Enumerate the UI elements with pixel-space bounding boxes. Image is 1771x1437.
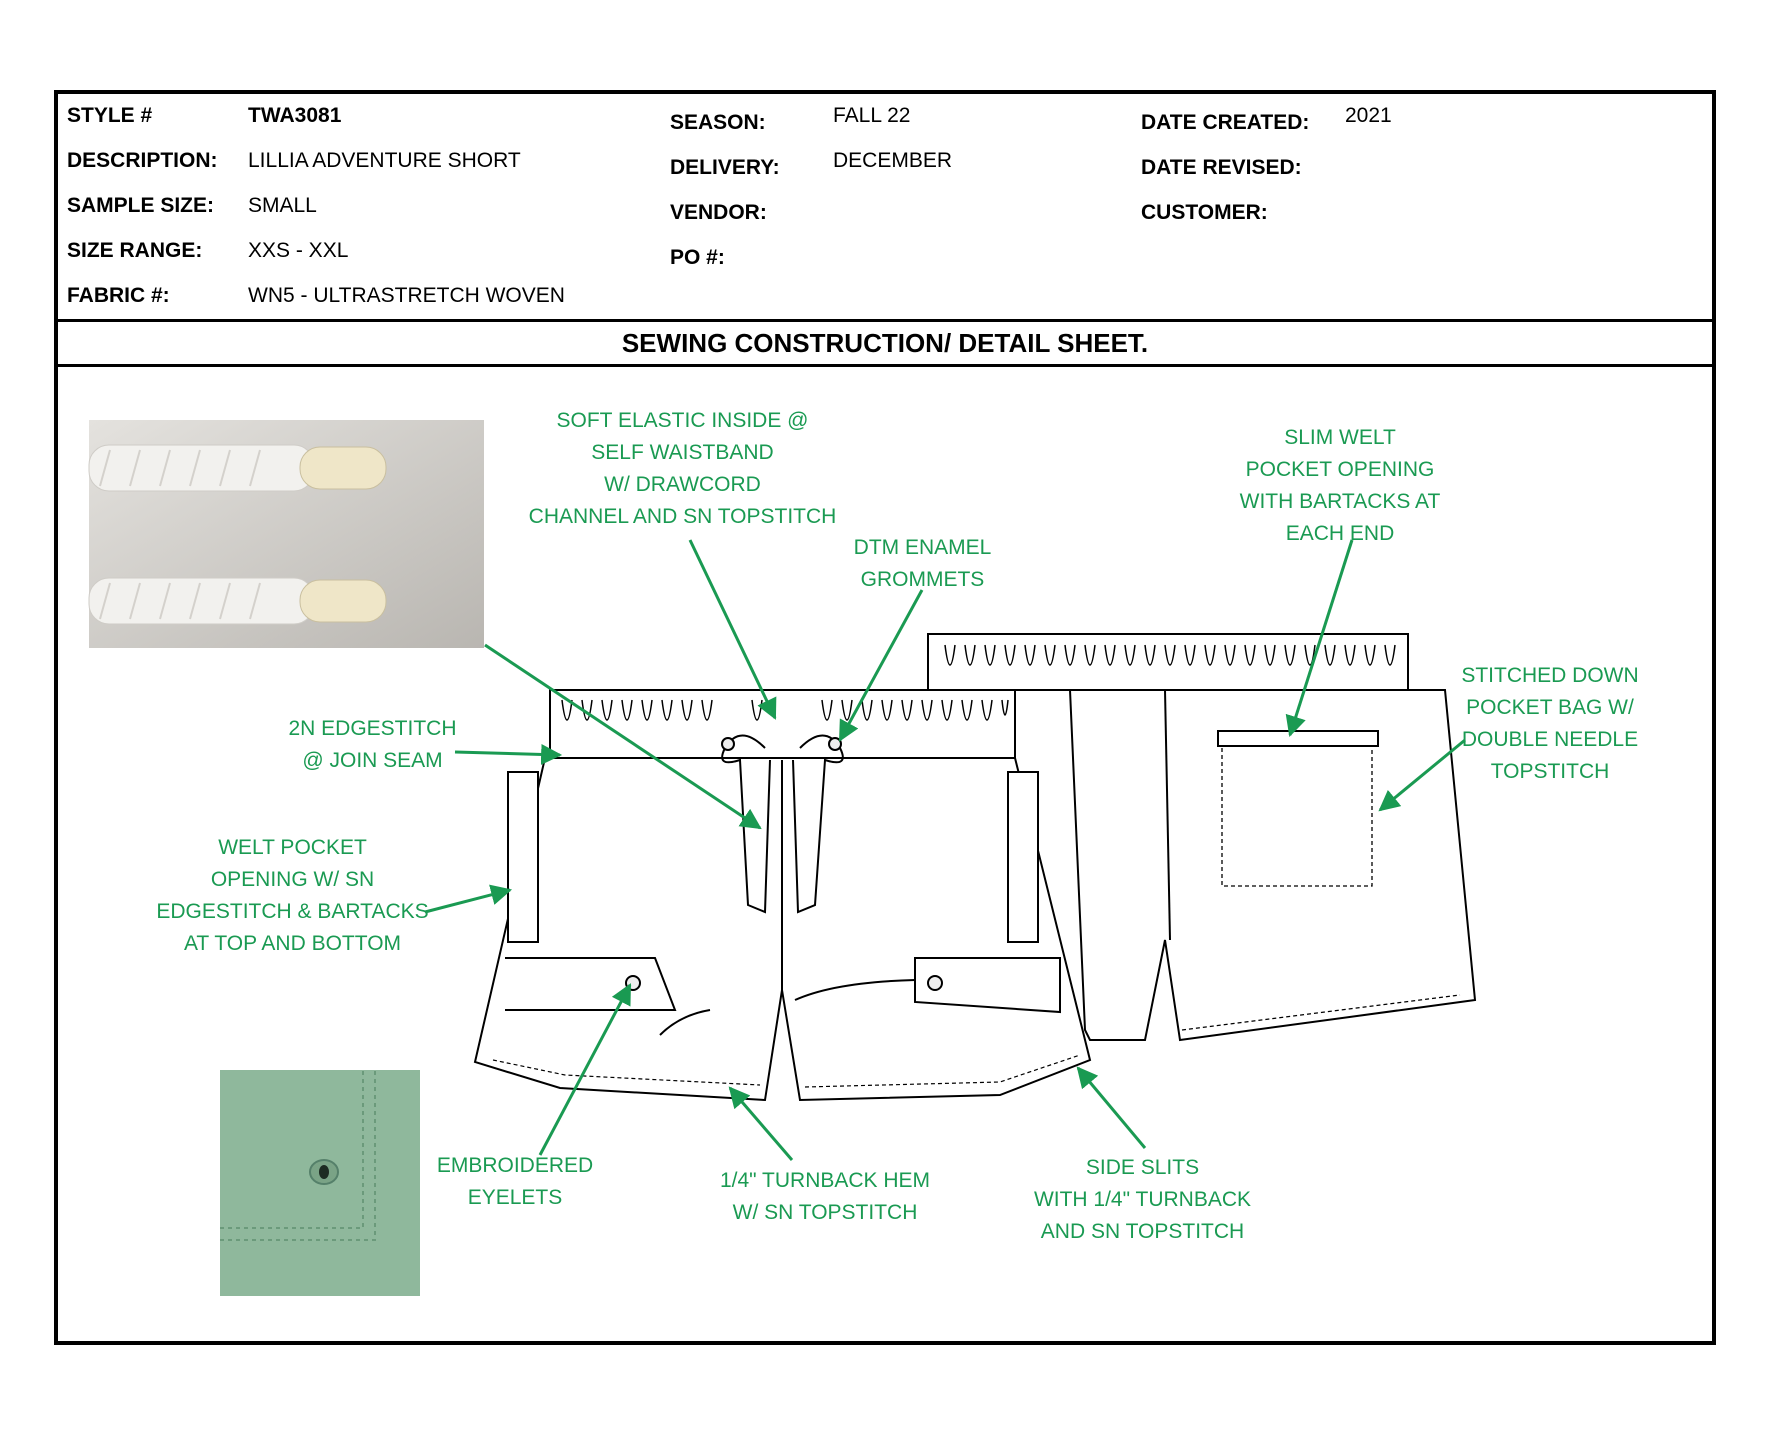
season-label: SEASON: xyxy=(670,111,766,134)
callout-line: TOPSTITCH xyxy=(1490,760,1610,783)
callout-line: GROMMETS xyxy=(860,568,985,591)
season-value: FALL 22 xyxy=(833,104,911,127)
callout-pocket-bag xyxy=(1445,660,1655,788)
callout-line: CHANNEL AND SN TOPSTITCH xyxy=(528,505,837,528)
description-value: LILLIA ADVENTURE SHORT xyxy=(248,149,521,172)
sheet-title: SEWING CONSTRUCTION/ DETAIL SHEET. xyxy=(621,328,1149,358)
callout-edgestitch xyxy=(280,713,465,777)
callout-line: DOUBLE NEEDLE xyxy=(1461,728,1639,751)
callout-line: W/ SN TOPSTITCH xyxy=(732,1201,918,1224)
callout-line: @ JOIN SEAM xyxy=(302,749,443,772)
size-range-label: SIZE RANGE: xyxy=(67,239,203,262)
delivery-value: DECEMBER xyxy=(833,149,953,172)
callout-line: EYELETS xyxy=(467,1186,563,1209)
callout-line: 1/4" TURNBACK HEM xyxy=(719,1169,931,1192)
callout-line: EMBROIDERED xyxy=(436,1154,594,1177)
sample-size-label: SAMPLE SIZE: xyxy=(67,194,215,217)
style-value: TWA3081 xyxy=(248,104,342,127)
callout-hem xyxy=(700,1165,950,1229)
callout-line: WITH BARTACKS AT xyxy=(1239,490,1441,513)
callout-line: W/ DRAWCORD xyxy=(604,473,761,496)
delivery-label: DELIVERY: xyxy=(670,156,780,179)
callout-line: AND SN TOPSTITCH xyxy=(1040,1220,1245,1243)
callout-eyelets xyxy=(425,1150,605,1214)
date-revised-label: DATE REVISED: xyxy=(1141,156,1302,179)
callout-slim-welt xyxy=(1230,422,1450,550)
front-view-shorts xyxy=(475,690,1090,1100)
callout-line: POCKET BAG W/ xyxy=(1466,696,1634,719)
po-label: PO #: xyxy=(670,246,725,269)
callout-line: 2N EDGESTITCH xyxy=(288,717,457,740)
description-label: DESCRIPTION: xyxy=(67,149,218,172)
callout-line: SIDE SLITS xyxy=(1085,1156,1200,1179)
callout-side-slits xyxy=(1015,1152,1270,1248)
callout-line: EDGESTITCH & BARTACKS xyxy=(156,900,429,923)
callout-grommets xyxy=(830,532,1015,596)
callout-line: WELT POCKET xyxy=(218,836,367,859)
style-label: STYLE # xyxy=(67,104,153,127)
callout-line: AT TOP AND BOTTOM xyxy=(183,932,402,955)
callout-soft-elastic xyxy=(520,405,845,533)
callout-line: DTM ENAMEL xyxy=(853,536,992,559)
size-range-value: XXS - XXL xyxy=(248,239,349,262)
vendor-label: VENDOR: xyxy=(670,201,767,224)
callout-line: SELF WAISTBAND xyxy=(591,441,774,464)
customer-label: CUSTOMER: xyxy=(1141,201,1268,224)
fabric-label: FABRIC #: xyxy=(67,284,170,307)
callout-line: EACH END xyxy=(1285,522,1395,545)
drawcord-photo xyxy=(89,420,484,648)
date-created-value: 2021 xyxy=(1345,104,1392,127)
callout-line: SOFT ELASTIC INSIDE @ xyxy=(556,409,809,432)
callout-line: POCKET OPENING xyxy=(1245,458,1435,481)
callout-line: OPENING W/ SN xyxy=(210,868,375,891)
callout-line: STITCHED DOWN xyxy=(1461,664,1639,687)
sample-size-value: SMALL xyxy=(248,194,317,217)
fabric-value: WN5 - ULTRASTRETCH WOVEN xyxy=(248,284,565,307)
eyelet-swatch-photo xyxy=(220,1070,420,1296)
callout-welt-pocket xyxy=(155,832,430,960)
callout-line: SLIM WELT xyxy=(1284,426,1396,449)
date-created-label: DATE CREATED: xyxy=(1141,111,1310,134)
callout-line: WITH 1/4" TURNBACK xyxy=(1033,1188,1252,1211)
